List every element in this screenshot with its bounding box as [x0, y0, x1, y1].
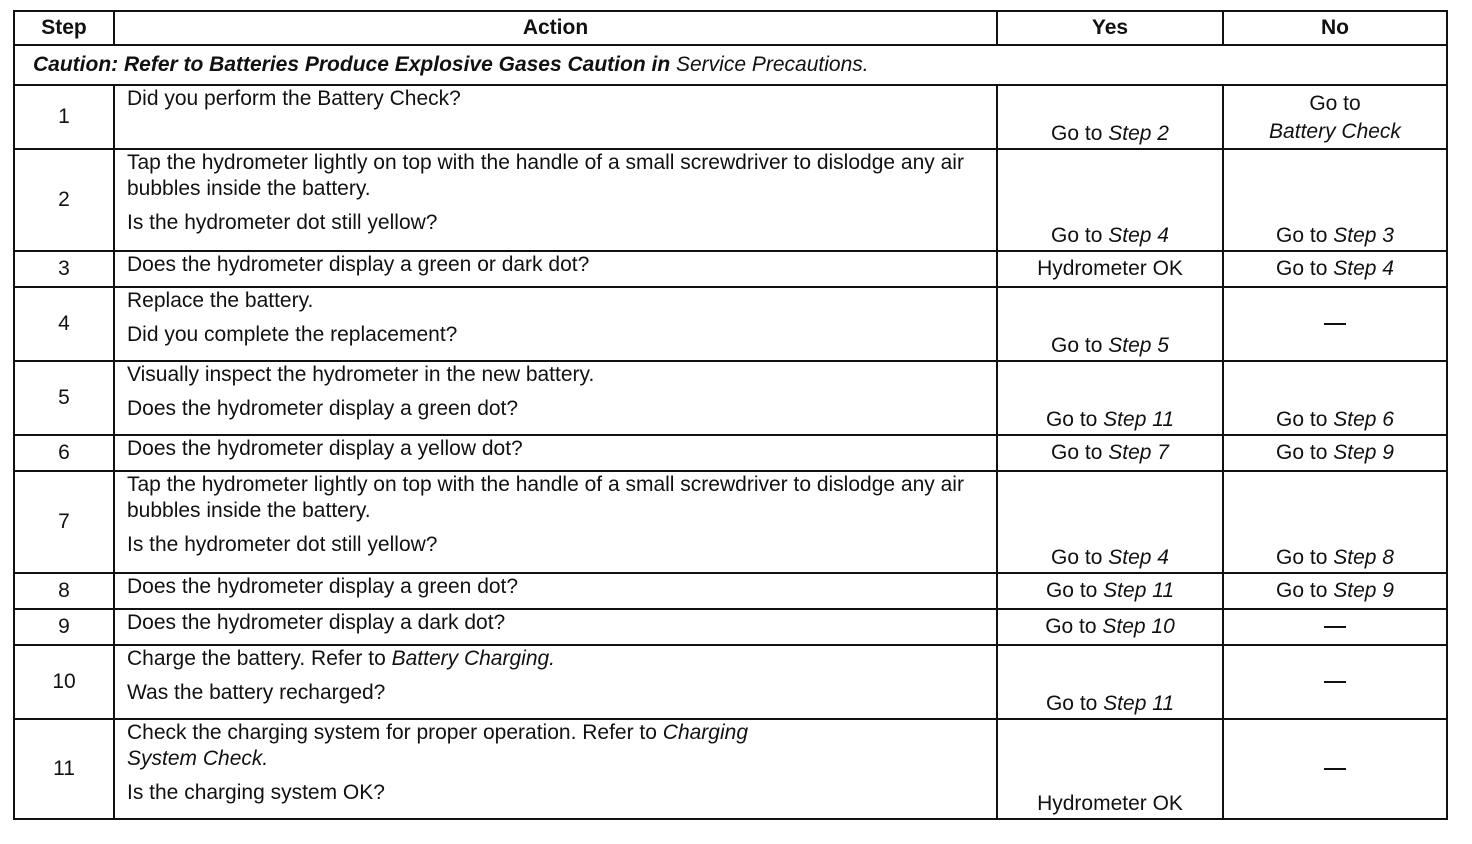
- step-number: 4: [14, 287, 114, 361]
- yes-prefix: Go to: [1051, 122, 1109, 145]
- caution-link-text: Service Precautions.: [676, 53, 869, 76]
- yes-cell: [997, 645, 1223, 719]
- no-step-ref: Step 6: [1333, 408, 1394, 431]
- yes-step-ref: Step 2: [1108, 122, 1169, 145]
- no-dash: [1324, 681, 1346, 683]
- step-number: 8: [14, 573, 114, 609]
- step-number: 2: [14, 149, 114, 251]
- action-text: Did you perform the Battery Check?: [127, 87, 461, 110]
- header-step: Step: [14, 11, 114, 45]
- action-text: [127, 720, 986, 746]
- no-cell: [1223, 149, 1447, 251]
- action-reference: Battery Charging.: [391, 647, 556, 670]
- no-step-ref: Step 9: [1333, 579, 1394, 602]
- step-number: 9: [14, 609, 114, 645]
- step-number: 7: [14, 471, 114, 573]
- no-prefix: Go to: [1276, 257, 1334, 280]
- yes-cell: [997, 609, 1223, 645]
- table-row: [14, 287, 1447, 361]
- yes-cell: [997, 573, 1223, 609]
- yes-cell: [997, 85, 1223, 149]
- action-text-pre: Charge the battery. Refer to: [127, 647, 392, 670]
- yes-step-ref: Step 10: [1102, 615, 1175, 638]
- yes-cell: [997, 287, 1223, 361]
- no-cell: [1223, 471, 1447, 573]
- no-prefix: Go to: [1276, 408, 1334, 431]
- action-cell: [114, 471, 997, 573]
- header-no: No: [1223, 11, 1447, 45]
- action-cell: [114, 645, 997, 719]
- step-number: 3: [14, 251, 114, 287]
- action-cell: [114, 719, 997, 819]
- action-text: Visually inspect the hydrometer in the new battery.: [127, 363, 595, 386]
- action-text: Does the hydrometer display a green or dark dot?: [127, 253, 590, 276]
- no-prefix: Go to: [1276, 441, 1334, 464]
- yes-step-ref: Step 4: [1108, 224, 1169, 247]
- yes-step-ref: Step 5: [1108, 334, 1169, 357]
- action-text: Tap the hydrometer lightly on top with the handle of a small screwdriver to dislodge any air bubbles inside the battery.: [127, 473, 964, 522]
- no-cell: [1223, 609, 1447, 645]
- action-text: Tap the hydrometer lightly on top with the handle of a small screwdriver to dislodge any air bubbles inside the battery.: [127, 151, 964, 200]
- yes-prefix: Go to: [1051, 441, 1109, 464]
- action-cell: [114, 287, 997, 361]
- no-cell: [1223, 645, 1447, 719]
- step-number: 6: [14, 435, 114, 471]
- action-cell: [114, 149, 997, 251]
- table-row: [14, 609, 1447, 645]
- action-text: Does the hydrometer display a yellow dot?: [127, 437, 523, 460]
- yes-cell: [997, 149, 1223, 251]
- no-step-ref: Step 4: [1333, 257, 1394, 280]
- no-step-ref: Step 3: [1333, 224, 1394, 247]
- action-text-pre: Check the charging system for proper operation. Refer to: [127, 721, 663, 744]
- action-question: Was the battery recharged?: [127, 681, 386, 704]
- action-cell: [114, 609, 997, 645]
- action-question: Is the hydrometer dot still yellow?: [127, 533, 438, 556]
- yes-cell: [997, 435, 1223, 471]
- header-yes: Yes: [997, 11, 1223, 45]
- yes-cell: [997, 361, 1223, 435]
- no-prefix: Go to: [1276, 546, 1334, 569]
- yes-prefix: Go to: [1045, 408, 1104, 431]
- yes-prefix: Go to: [1051, 224, 1109, 247]
- table-row: [14, 361, 1447, 435]
- no-cell: [1223, 573, 1447, 609]
- no-ref: Battery Check: [1269, 120, 1401, 143]
- table-row: [14, 645, 1447, 719]
- header-row: [14, 11, 1447, 45]
- action-text: Does the hydrometer display a green dot?: [127, 575, 519, 598]
- yes-prefix: Go to: [1045, 692, 1104, 715]
- table-row: [14, 251, 1447, 287]
- yes-cell: [997, 719, 1223, 819]
- table-row: [14, 85, 1447, 149]
- caution-row: [14, 45, 1447, 85]
- caution-note: [14, 45, 1447, 85]
- step-number: 1: [14, 85, 114, 149]
- action-text: Replace the battery.: [127, 289, 314, 312]
- action-cell: [114, 435, 997, 471]
- table-row: [14, 719, 1447, 819]
- action-question: Is the charging system OK?: [127, 781, 385, 804]
- action-question: Is the hydrometer dot still yellow?: [127, 211, 438, 234]
- yes-step-ref: Step 11: [1103, 408, 1175, 431]
- action-reference-a: Charging: [662, 721, 749, 744]
- yes-text: Hydrometer OK: [1037, 257, 1183, 280]
- no-cell: [1223, 361, 1447, 435]
- yes-prefix: Go to: [1051, 334, 1109, 357]
- step-number: 5: [14, 361, 114, 435]
- action-question: Did you complete the replacement?: [127, 323, 458, 346]
- yes-text: Hydrometer OK: [1037, 792, 1183, 815]
- action-cell: [114, 85, 997, 149]
- no-step-ref: Step 8: [1333, 546, 1394, 569]
- yes-step-ref: Step 11: [1103, 692, 1175, 715]
- yes-step-ref: Step 7: [1108, 441, 1169, 464]
- no-cell: [1223, 85, 1447, 149]
- yes-step-ref: Step 4: [1108, 546, 1169, 569]
- yes-cell: [997, 471, 1223, 573]
- diagnostic-table: [13, 10, 1448, 820]
- header-action: Action: [114, 11, 997, 45]
- action-reference-b: System Check.: [127, 747, 269, 770]
- action-cell: [114, 361, 997, 435]
- table-row: [14, 435, 1447, 471]
- no-cell: [1223, 251, 1447, 287]
- no-dash: [1324, 323, 1346, 325]
- no-prefix: Go to: [1276, 224, 1334, 247]
- yes-step-ref: Step 11: [1103, 579, 1175, 602]
- table-row: [14, 149, 1447, 251]
- step-number: 11: [14, 719, 114, 819]
- no-dash: [1324, 768, 1346, 770]
- action-text: [127, 646, 986, 672]
- no-cell: [1223, 719, 1447, 819]
- action-text: Does the hydrometer display a dark dot?: [127, 611, 506, 634]
- step-number: 10: [14, 645, 114, 719]
- no-step-ref: Step 9: [1333, 441, 1394, 464]
- no-prefix: Go to: [1276, 579, 1334, 602]
- no-cell: [1223, 435, 1447, 471]
- yes-prefix: Go to: [1045, 615, 1103, 638]
- yes-prefix: Go to: [1045, 579, 1104, 602]
- yes-cell: [997, 251, 1223, 287]
- table-row: [14, 573, 1447, 609]
- action-cell: [114, 251, 997, 287]
- caution-bold-text: Caution: Refer to Batteries Produce Explosive Gases Caution in: [33, 53, 671, 76]
- no-line1: Go to: [1309, 92, 1361, 115]
- action-question: Does the hydrometer display a green dot?: [127, 397, 519, 420]
- table-row: [14, 471, 1447, 573]
- yes-prefix: Go to: [1051, 546, 1109, 569]
- no-dash: [1324, 626, 1346, 628]
- no-cell: [1223, 287, 1447, 361]
- action-cell: [114, 573, 997, 609]
